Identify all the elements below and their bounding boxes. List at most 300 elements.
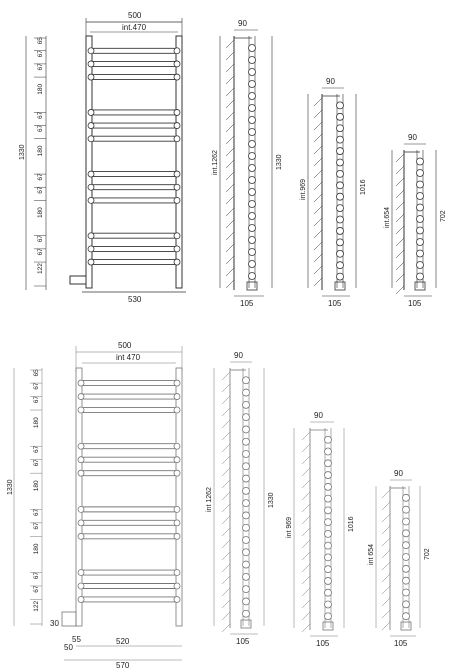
bar-joint bbox=[88, 259, 94, 265]
towel-bar bbox=[92, 123, 176, 128]
spacing-label: 180 bbox=[33, 417, 40, 429]
bar-section bbox=[417, 181, 424, 188]
spacing-label: 67 bbox=[37, 63, 44, 71]
wall-hatch bbox=[222, 552, 230, 560]
bar-joint bbox=[88, 171, 94, 177]
bar-section bbox=[249, 225, 256, 232]
towel-bar bbox=[92, 233, 176, 238]
wall-hatch bbox=[226, 76, 234, 84]
bar-section bbox=[243, 414, 250, 421]
towel-bar bbox=[82, 444, 176, 449]
bar-section bbox=[417, 216, 424, 223]
bar-joint bbox=[78, 443, 84, 449]
wall-hatch bbox=[226, 136, 234, 144]
bar-joint bbox=[88, 246, 94, 252]
towel-bar bbox=[92, 172, 176, 177]
bottom-int-label: int 470 bbox=[116, 353, 141, 362]
bottom-width-label: 500 bbox=[118, 341, 132, 350]
wall-hatch bbox=[226, 208, 234, 216]
bottom-side-large-depth: 105 bbox=[236, 637, 250, 646]
bar-joint bbox=[174, 233, 180, 239]
bar-section bbox=[403, 589, 410, 596]
wall-hatch bbox=[226, 256, 234, 264]
bottom-side-medium-width: 90 bbox=[314, 411, 323, 420]
wall-hatch bbox=[314, 278, 322, 286]
bar-joint bbox=[88, 136, 94, 142]
bar-section bbox=[243, 524, 250, 531]
wall-hatch bbox=[302, 516, 310, 524]
wall-hatch bbox=[226, 268, 234, 276]
towel-bar bbox=[92, 136, 176, 141]
bar-joint bbox=[78, 457, 84, 463]
bar-section bbox=[325, 613, 332, 620]
bar-section bbox=[403, 613, 410, 620]
bottom-side-large-int: int 1262 bbox=[206, 487, 213, 512]
bar-section bbox=[337, 170, 344, 177]
bottom-fitting bbox=[241, 620, 251, 628]
wall-hatch bbox=[226, 172, 234, 180]
wall-hatch bbox=[382, 514, 390, 522]
bar-joint bbox=[88, 233, 94, 239]
bar-section bbox=[403, 494, 410, 501]
bar-joint bbox=[78, 407, 84, 413]
bar-section bbox=[417, 170, 424, 177]
towel-bar bbox=[92, 61, 176, 66]
top-side-small-height: 702 bbox=[440, 210, 447, 222]
bottom-front-view bbox=[7, 341, 182, 670]
wall-hatch bbox=[226, 220, 234, 228]
wall-hatch bbox=[222, 516, 230, 524]
bottom-base-520: 520 bbox=[116, 637, 130, 646]
bar-joint bbox=[78, 506, 84, 512]
bar-joint bbox=[174, 596, 180, 602]
towel-bar bbox=[82, 597, 176, 602]
bottom-side-small bbox=[368, 469, 431, 648]
wall-hatch bbox=[222, 564, 230, 572]
wall-hatch bbox=[226, 100, 234, 108]
wall-hatch bbox=[222, 432, 230, 440]
bar-joint bbox=[174, 583, 180, 589]
bar-section bbox=[249, 141, 256, 148]
wall-hatch bbox=[222, 480, 230, 488]
bar-section bbox=[337, 216, 344, 223]
bar-section bbox=[243, 500, 250, 507]
bar-section bbox=[337, 239, 344, 246]
wall-hatch bbox=[226, 64, 234, 72]
bottom-fitting bbox=[323, 622, 333, 630]
wall-hatch bbox=[302, 504, 310, 512]
bar-section bbox=[249, 261, 256, 268]
bottom-bars bbox=[78, 380, 180, 602]
bar-section bbox=[403, 530, 410, 537]
bar-section bbox=[249, 201, 256, 208]
wall-hatch bbox=[226, 244, 234, 252]
wall-hatch bbox=[226, 52, 234, 60]
bar-joint bbox=[78, 380, 84, 386]
bar-joint bbox=[88, 197, 94, 203]
bar-section bbox=[249, 237, 256, 244]
bar-section bbox=[403, 506, 410, 513]
bottom-fitting bbox=[247, 282, 257, 290]
bar-joint bbox=[174, 109, 180, 115]
wall-hatch bbox=[222, 492, 230, 500]
bar-section bbox=[249, 93, 256, 100]
top-spacing-labels bbox=[34, 37, 46, 286]
towel-bar bbox=[82, 381, 176, 386]
bar-section bbox=[403, 542, 410, 549]
bottom-side-large-height: 1330 bbox=[268, 492, 275, 508]
bar-section bbox=[417, 227, 424, 234]
bottom-spacing-labels bbox=[30, 369, 42, 624]
spacing-label: 122 bbox=[33, 600, 40, 612]
top-side-medium bbox=[300, 77, 367, 308]
bar-section bbox=[337, 125, 344, 132]
top-side-large bbox=[212, 19, 283, 308]
wall-hatch bbox=[314, 254, 322, 262]
bar-section bbox=[325, 601, 332, 608]
bar-section bbox=[417, 193, 424, 200]
bar-section bbox=[403, 518, 410, 525]
bar-joint bbox=[88, 61, 94, 67]
wall-hatch bbox=[396, 190, 404, 198]
bar-section bbox=[243, 512, 250, 519]
bar-section bbox=[325, 554, 332, 561]
wall-hatch bbox=[314, 170, 322, 178]
wall-hatch bbox=[314, 98, 322, 106]
wall-hatch bbox=[382, 490, 390, 498]
bar-section bbox=[249, 249, 256, 256]
towel-bar bbox=[92, 246, 176, 251]
bar-section bbox=[243, 537, 250, 544]
bar-joint bbox=[174, 506, 180, 512]
wall-hatch bbox=[396, 274, 404, 282]
top-side-medium-int: int.969 bbox=[300, 178, 307, 200]
bar-joint bbox=[174, 394, 180, 400]
spacing-label: 67 bbox=[33, 459, 40, 467]
bar-joint bbox=[88, 123, 94, 129]
bar-section bbox=[243, 389, 250, 396]
bar-section bbox=[403, 565, 410, 572]
wall-hatch bbox=[302, 624, 310, 632]
bar-section bbox=[243, 573, 250, 580]
spacing-label: 67 bbox=[37, 111, 44, 119]
wall-hatch bbox=[396, 286, 404, 294]
bar-section bbox=[243, 401, 250, 408]
wall-hatch bbox=[222, 420, 230, 428]
top-side-large-int: int.1262 bbox=[212, 150, 219, 175]
bar-section bbox=[243, 549, 250, 556]
bar-joint bbox=[88, 48, 94, 54]
wall-hatch bbox=[302, 588, 310, 596]
towel-bar bbox=[82, 394, 176, 399]
wall-hatch bbox=[302, 600, 310, 608]
wall-hatch bbox=[302, 540, 310, 548]
top-bars bbox=[88, 48, 180, 265]
wall-hatch bbox=[222, 600, 230, 608]
top-side-small bbox=[384, 133, 447, 308]
bar-section bbox=[337, 250, 344, 257]
top-height-label: 1330 bbox=[19, 144, 26, 160]
bar-section bbox=[243, 586, 250, 593]
bar-section bbox=[249, 177, 256, 184]
wall-hatch bbox=[314, 242, 322, 250]
bar-section bbox=[417, 273, 424, 280]
spacing-label: 180 bbox=[37, 83, 44, 95]
wall-hatch bbox=[302, 480, 310, 488]
bar-section bbox=[325, 589, 332, 596]
bar-section bbox=[337, 262, 344, 269]
spacing-label: 67 bbox=[33, 508, 40, 517]
wall-hatch bbox=[396, 154, 404, 162]
bar-section bbox=[325, 519, 332, 526]
bar-section bbox=[243, 438, 250, 445]
bottom-height-label: 1330 bbox=[7, 479, 14, 495]
bar-section bbox=[417, 158, 424, 165]
bar-section bbox=[337, 182, 344, 189]
wall-hatch bbox=[302, 528, 310, 536]
bar-section bbox=[417, 239, 424, 246]
bar-section bbox=[249, 45, 256, 52]
wall-hatch bbox=[222, 576, 230, 584]
bar-section bbox=[243, 475, 250, 482]
wall-hatch bbox=[382, 610, 390, 618]
bar-section bbox=[337, 102, 344, 109]
wall-hatch bbox=[396, 238, 404, 246]
bar-joint bbox=[78, 533, 84, 539]
wall-hatch bbox=[396, 250, 404, 258]
bar-joint bbox=[174, 259, 180, 265]
bar-joint bbox=[174, 443, 180, 449]
top-side-small-depth: 105 bbox=[408, 299, 422, 308]
wall-hatch bbox=[226, 40, 234, 48]
wall-hatch bbox=[314, 266, 322, 274]
bar-section bbox=[249, 69, 256, 76]
top-int-label: int.470 bbox=[122, 23, 147, 32]
spacing-label: 67 bbox=[33, 572, 40, 580]
wall-hatch bbox=[382, 586, 390, 594]
wall-hatch bbox=[314, 230, 322, 238]
wall-hatch bbox=[222, 468, 230, 476]
top-side-medium-height: 1016 bbox=[360, 179, 367, 195]
bottom-side-small-depth: 105 bbox=[394, 639, 408, 648]
bottom-side-large bbox=[206, 351, 275, 646]
bar-section bbox=[403, 577, 410, 584]
wall-hatch bbox=[222, 588, 230, 596]
bar-joint bbox=[174, 123, 180, 129]
towel-bar bbox=[82, 583, 176, 588]
towel-bar bbox=[82, 520, 176, 525]
bar-section bbox=[249, 273, 256, 280]
top-side-small-width: 90 bbox=[408, 133, 417, 142]
bar-section bbox=[337, 273, 344, 280]
wall-hatch bbox=[314, 134, 322, 142]
wall-hatch bbox=[314, 182, 322, 190]
bar-section bbox=[243, 377, 250, 384]
bar-section bbox=[249, 153, 256, 160]
towel-bar bbox=[92, 260, 176, 265]
wall-hatch bbox=[226, 280, 234, 288]
towel-bar bbox=[92, 75, 176, 80]
wall-hatch bbox=[302, 492, 310, 500]
bottom-side-large-width: 90 bbox=[234, 351, 243, 360]
wall-hatch bbox=[314, 158, 322, 166]
spacing-label: 67 bbox=[33, 522, 40, 530]
bottom-offset-55: 55 bbox=[72, 635, 81, 644]
wall-hatch bbox=[396, 202, 404, 210]
bar-joint bbox=[174, 533, 180, 539]
towel-bar bbox=[82, 534, 176, 539]
bottom-side-medium bbox=[286, 411, 355, 648]
wall-hatch bbox=[222, 540, 230, 548]
bottom-fitting bbox=[335, 282, 345, 290]
bar-joint bbox=[174, 470, 180, 476]
wall-hatch bbox=[222, 504, 230, 512]
bar-section bbox=[337, 148, 344, 155]
wall-hatch bbox=[222, 624, 230, 632]
bar-joint bbox=[88, 109, 94, 115]
spacing-label: 65 bbox=[33, 369, 40, 377]
wall-hatch bbox=[302, 432, 310, 440]
wall-hatch bbox=[396, 214, 404, 222]
top-side-small-int: int.654 bbox=[384, 206, 391, 228]
bar-section bbox=[337, 227, 344, 234]
bar-section bbox=[325, 507, 332, 514]
wall-hatch bbox=[226, 88, 234, 96]
wall-hatch bbox=[396, 166, 404, 174]
wall-hatch bbox=[302, 576, 310, 584]
wall-hatch bbox=[222, 528, 230, 536]
towel-bar bbox=[82, 570, 176, 575]
wall-hatch bbox=[222, 444, 230, 452]
spacing-label: 67 bbox=[33, 445, 40, 453]
spacing-label: 67 bbox=[37, 173, 44, 181]
towel-bar bbox=[92, 48, 176, 53]
bar-section bbox=[249, 129, 256, 136]
bar-section bbox=[243, 487, 250, 494]
wall-hatch bbox=[382, 526, 390, 534]
wall-hatch bbox=[314, 122, 322, 130]
bottom-side-small-height: 702 bbox=[424, 548, 431, 560]
wall-hatch bbox=[222, 396, 230, 404]
bar-section bbox=[249, 105, 256, 112]
bar-section bbox=[243, 598, 250, 605]
bar-section bbox=[249, 57, 256, 64]
top-side-large-height: 1330 bbox=[276, 154, 283, 170]
wall-hatch bbox=[302, 468, 310, 476]
bar-section bbox=[325, 530, 332, 537]
bar-joint bbox=[78, 520, 84, 526]
bar-joint bbox=[174, 197, 180, 203]
bar-joint bbox=[174, 61, 180, 67]
wall-hatch bbox=[382, 574, 390, 582]
bar-joint bbox=[78, 394, 84, 400]
top-valve bbox=[70, 276, 86, 284]
wall-hatch bbox=[222, 372, 230, 380]
top-side-medium-depth: 105 bbox=[328, 299, 342, 308]
top-base-label: 530 bbox=[128, 295, 142, 304]
wall-hatch bbox=[382, 502, 390, 510]
bar-joint bbox=[174, 74, 180, 80]
top-side-large-width: 90 bbox=[238, 19, 247, 28]
bar-joint bbox=[174, 246, 180, 252]
bar-joint bbox=[78, 583, 84, 589]
wall-hatch bbox=[226, 160, 234, 168]
wall-hatch bbox=[314, 218, 322, 226]
bar-section bbox=[249, 189, 256, 196]
wall-hatch bbox=[302, 612, 310, 620]
wall-hatch bbox=[382, 538, 390, 546]
top-front-view bbox=[19, 11, 186, 304]
bottom-side-medium-depth: 105 bbox=[316, 639, 330, 648]
bar-joint bbox=[88, 184, 94, 190]
bottom-fitting bbox=[415, 282, 425, 290]
bar-joint bbox=[174, 48, 180, 54]
bottom-offset-50: 50 bbox=[64, 643, 73, 652]
wall-hatch bbox=[226, 184, 234, 192]
bottom-base-570: 570 bbox=[116, 661, 130, 670]
bar-section bbox=[337, 205, 344, 212]
bar-joint bbox=[174, 457, 180, 463]
bar-joint bbox=[174, 407, 180, 413]
bottom-side-small-width: 90 bbox=[394, 469, 403, 478]
spacing-label: 67 bbox=[37, 124, 44, 133]
spacing-label: 180 bbox=[33, 543, 40, 555]
bar-section bbox=[325, 495, 332, 502]
bar-joint bbox=[78, 470, 84, 476]
towel-bar bbox=[92, 198, 176, 203]
wall-hatch bbox=[226, 112, 234, 120]
bar-section bbox=[325, 472, 332, 479]
wall-hatch bbox=[314, 146, 322, 154]
bar-joint bbox=[78, 570, 84, 576]
wall-hatch bbox=[314, 110, 322, 118]
spacing-label: 67 bbox=[33, 585, 40, 593]
wall-hatch bbox=[396, 178, 404, 186]
bar-section bbox=[249, 213, 256, 220]
bar-section bbox=[325, 436, 332, 443]
bottom-side-medium-height: 1016 bbox=[348, 516, 355, 532]
spacing-label: 67 bbox=[33, 396, 40, 404]
bottom-side-medium-int: int 969 bbox=[286, 516, 293, 538]
bottom-valve bbox=[62, 612, 76, 626]
wall-hatch bbox=[314, 194, 322, 202]
bottom-side-small-int: int 654 bbox=[368, 543, 375, 565]
bar-section bbox=[243, 561, 250, 568]
wall-hatch bbox=[382, 598, 390, 606]
wall-hatch bbox=[302, 444, 310, 452]
towel-bar bbox=[92, 185, 176, 190]
wall-hatch bbox=[226, 232, 234, 240]
bar-section bbox=[417, 204, 424, 211]
wall-hatch bbox=[382, 562, 390, 570]
bar-section bbox=[243, 426, 250, 433]
wall-hatch bbox=[222, 456, 230, 464]
spacing-label: 67 bbox=[37, 186, 44, 194]
bar-section bbox=[243, 610, 250, 617]
spacing-label: 67 bbox=[37, 235, 44, 243]
bar-section bbox=[417, 262, 424, 269]
wall-hatch bbox=[226, 124, 234, 132]
bar-joint bbox=[174, 520, 180, 526]
top-width-label: 500 bbox=[128, 11, 142, 20]
wall-hatch bbox=[226, 196, 234, 204]
bar-section bbox=[403, 601, 410, 608]
spacing-label: 67 bbox=[37, 50, 44, 58]
bar-section bbox=[337, 159, 344, 166]
bar-section bbox=[325, 460, 332, 467]
spacing-label: 180 bbox=[33, 480, 40, 492]
towel-bar bbox=[82, 471, 176, 476]
